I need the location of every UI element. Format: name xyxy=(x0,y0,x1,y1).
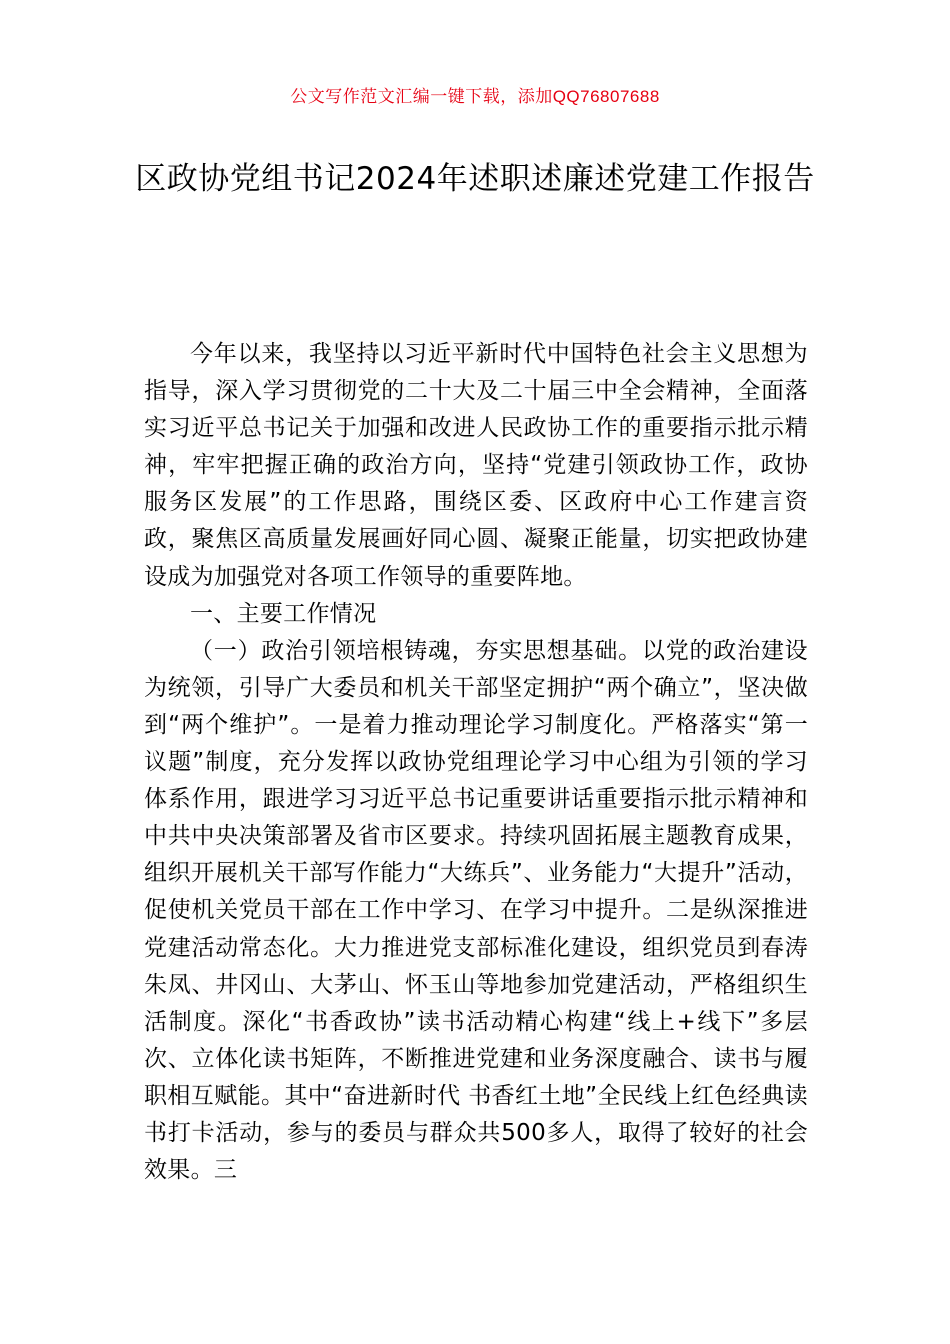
intro-paragraph: 今年以来，我坚持以习近平新时代中国特色社会主义思想为指导，深入学习贯彻党的二十大及二十届三中全会精神，全面落实习近平总书记关于加强和改进人民政协工作的重要指示批示精神，牢牢把握正确的政治方向，坚持“党建引领政协工作，政协服务区发展”的工作思路，围绕区委、区政府中心工作建言资政，聚焦区高质量发展画好同心圆、凝聚正能量，切实把政协建设成为加强党对各项工作领导的重要阵地。 xyxy=(144,341,808,590)
section-heading: 一、主要工作情况 xyxy=(190,600,377,627)
document-title: 区政协党组书记2024年述职述廉述党建工作报告 xyxy=(135,161,815,197)
promo-banner: 公文写作范文汇编一键下载，添加QQ76807688 xyxy=(290,87,660,106)
body-paragraph: （一）政治引领培根铸魂，夯实思想基础。以党的政治建设为统领，引导广大委员和机关干部坚定拥护“两个确立”，坚决做到“两个维护”。一是着力推动理论学习制度化。严格落实“第一议题”制度，充分发挥以政协党组理论学习中心组为引领的学习体系作用，跟进学习习近平总书记重要讲话重要指示批示精神和中共中央决策部署及省市区要求。持续巩固拓展主题教育成果，组织开展机关干部写作能力“大练兵”、业务能力“大提升”活动，促使机关党员干部在工作中学习、在学习中提升。二是纵深推进党建活动常态化。大力推进党支部标准化建设，组织党员到春涛朱凤、井冈山、大茅山、怀玉山等地参加党建活动，严格组织生活制度。深化“书香政协”读书活动精心构建“线上+线下”多层次、立体化读书矩阵，不断推进党建和业务深度融合、读书与履职相互赋能。其中“奋进新时代 书香红土地”全民线上红色经典读书打卡活动，参与的委员与群众共500多人，取得了较好的社会效果。三 xyxy=(144,637,808,1184)
document-body xyxy=(144,336,808,1189)
